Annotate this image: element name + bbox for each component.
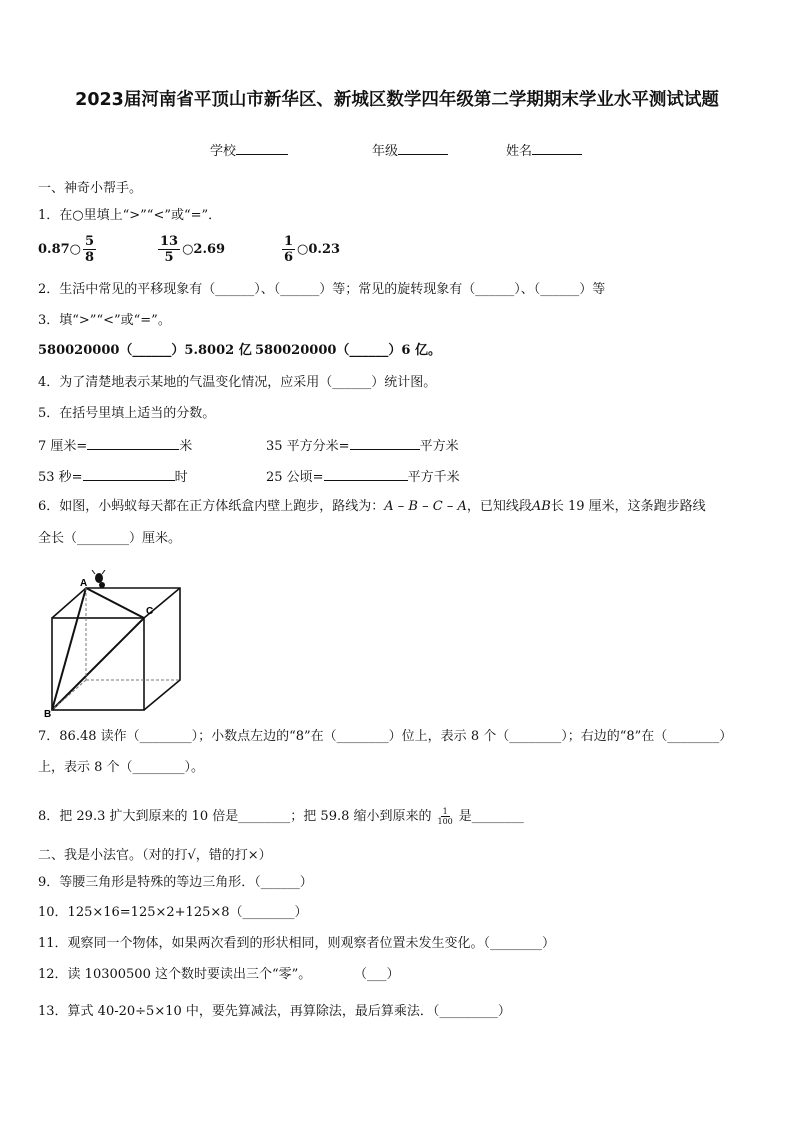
question-8 [38, 807, 524, 826]
path-c-a [86, 588, 144, 618]
fraction-numerator: 5 [85, 234, 95, 249]
q5-d-right: 平方千米 [407, 470, 460, 485]
q1-item3-right: ○0.23 [297, 241, 341, 257]
fraction-1-6 [282, 234, 295, 265]
q12-answer: （___） [354, 967, 400, 982]
grade-label: 年级 [372, 144, 399, 159]
q6-route: A – B – C – A [384, 499, 467, 514]
question-6 [38, 499, 706, 515]
answer-blank [350, 437, 420, 450]
fraction-5-8 [83, 234, 96, 265]
question-10: 10．125×16=125×2+125×8（________） [38, 905, 308, 920]
answer-blank [87, 437, 179, 450]
answer-blank [324, 468, 408, 481]
q5-b-right: 平方米 [419, 439, 459, 454]
q3-item-b: 580020000（______）6 亿。 [255, 343, 441, 358]
q5-item-d [266, 468, 460, 486]
q3-item-a: 580020000（______）5.8002 亿 [38, 343, 252, 358]
question-9: 9．等腰三角形是特殊的等边三角形．（______） [38, 875, 313, 890]
fraction-denominator: 8 [85, 250, 95, 265]
question-4: 4．为了清楚地表示某地的气温变化情况，应采用（______）统计图。 [38, 375, 437, 390]
q1-item-1 [38, 234, 98, 265]
question-2: 2．生活中常见的平移现象有（______）、（______）等；常见的旋转现象有（______）、（______）等 [38, 282, 606, 297]
cube-diagram [40, 570, 190, 720]
q1-item-3 [280, 234, 340, 265]
answer-blank [83, 468, 175, 481]
fraction-numerator: 1 [284, 234, 294, 249]
q6-text-b: ，已知线段 [466, 499, 532, 514]
question-1: 1．在○里填上“>”“<”或“=”． [38, 208, 222, 223]
school-field [210, 140, 288, 159]
q5-item-b [266, 437, 459, 455]
q5-d-left: 25 公顷= [266, 470, 324, 485]
section1-heading: 一、神奇小帮手。 [38, 181, 143, 196]
fraction-numerator: 13 [160, 234, 179, 249]
q5-item-a [38, 437, 192, 455]
question-5: 5．在括号里填上适当的分数。 [38, 406, 216, 421]
q8-text-left: 8．把 29.3 扩大到原来的 10 倍是________；把 59.8 缩小到原来的 [38, 808, 432, 824]
q6-line-2: 全长（________）厘米。 [38, 531, 182, 546]
fraction-13-5 [158, 234, 180, 265]
q1-item1-left: 0.87○ [38, 241, 82, 257]
q5-b-left: 35 平方分米= [266, 439, 350, 454]
school-label: 学校 [210, 144, 237, 159]
question-11: 11．观察同一个物体，如果两次看到的形状相同，则观察者位置未发生变化。（________） [38, 936, 556, 951]
label-c: C [146, 606, 154, 617]
q5-a-left: 7 厘米= [38, 439, 88, 454]
section2-heading: 二、我是小法官。（对的打√，错的打×） [38, 848, 272, 863]
fraction-denominator: 6 [284, 250, 294, 265]
question-3: 3．填“>”“<”或“=”。 [38, 313, 171, 328]
name-field [506, 140, 582, 159]
q6-segment: AB [531, 499, 551, 514]
question-12: 12．读 10300500 这个数时要读出三个“零”。 [38, 967, 312, 982]
q5-c-right: 时 [174, 470, 188, 485]
q1-item-2 [156, 234, 225, 265]
label-a: A [80, 578, 88, 589]
question-13: 13．算式 40-20÷5×10 中，要先算减法，再算除法，最后算乘法．（_________） [38, 1004, 511, 1019]
q6-text-c: 长 19 厘米，这条跑步路线 [550, 499, 706, 514]
q5-item-c [38, 468, 188, 486]
q6-text-a: 6．如图，小蚂蚁每天都在正方体纸盒内壁上跑步，路线为： [38, 499, 385, 514]
fraction-denominator: 100 [437, 817, 453, 826]
q1-item2-right: ○2.69 [182, 241, 226, 257]
page-title: 2023届河南省平顶山市新华区、新城区数学四年级第二学期期末学业水平测试试题 [75, 90, 719, 110]
fraction-denominator: 5 [164, 250, 174, 265]
q5-c-left: 53 秒= [38, 470, 83, 485]
q5-a-right: 米 [179, 439, 193, 454]
fraction-1-100 [436, 807, 455, 826]
grade-field [372, 140, 448, 159]
school-blank [236, 142, 288, 155]
ant-icon [92, 570, 105, 588]
name-blank [532, 142, 582, 155]
name-label: 姓名 [506, 144, 533, 159]
grade-blank [398, 142, 448, 155]
q8-text-right: 是________ [458, 808, 524, 824]
question-7: 7．86.48 读作（________）；小数点左边的“8”在（________）位上，表示 8 个（________）；右边的“8”在（________） [38, 729, 733, 744]
fraction-numerator: 1 [442, 807, 448, 816]
label-b: B [44, 709, 52, 720]
q7-line-2: 上，表示 8 个（________）。 [38, 760, 205, 775]
